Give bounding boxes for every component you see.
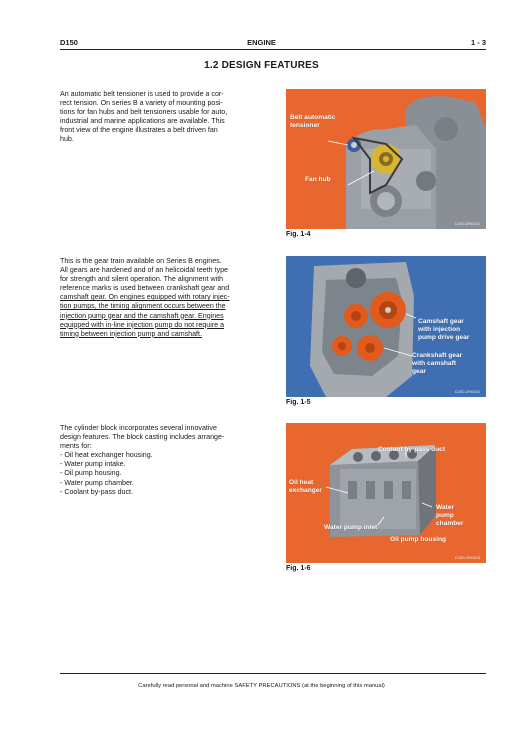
label-fan-hub: Fan hub — [305, 176, 331, 183]
list-item: - Oil heat exchanger housing. — [60, 451, 153, 460]
text-line: tions for fan hubs and belt tensioners usable for auto, — [60, 108, 228, 117]
header-model: D150 — [60, 38, 78, 47]
engine-front-photo — [286, 89, 486, 229]
text-line: tion pumps, the timing alignment occurs between the — [60, 302, 226, 311]
text-line: camshaft gear. On engines equipped with rotary injec- — [60, 293, 230, 302]
photo-code: D150-2R0102 — [455, 389, 480, 394]
label-belt-automatic-tensioner: Belt automatic tensioner — [290, 114, 336, 129]
figure-caption: Fig. 1-4 — [286, 231, 311, 238]
text-line: equipped with in-line injection pump do not require a — [60, 320, 225, 329]
text-line: All gears are hardened and of an helicoidal teeth type — [60, 266, 229, 275]
text-line: design features. The block casting includes arrange- — [60, 433, 225, 442]
paragraph-cylinder-block — [60, 424, 266, 497]
text-line: ments for: — [60, 442, 92, 451]
cylinder-block-photo — [286, 423, 486, 563]
text-line: rect tension. On series B a variety of mounting posi- — [60, 99, 223, 108]
text-line: injection pump gear and the camshaft gear. Engines — [60, 311, 224, 320]
figure-caption: Fig. 1-6 — [286, 565, 311, 572]
label-water-pump-chamber: Water pump chamber — [436, 504, 464, 527]
text-line: industrial and marine applications are available. This — [60, 117, 225, 126]
footer-rule — [60, 673, 486, 674]
header-page-number: 1 - 3 — [470, 38, 486, 47]
paragraph-belt-tensioner — [60, 90, 266, 145]
label-coolant-bypass-duct: Coolant by-pass duct — [378, 446, 446, 453]
header-rule — [60, 49, 486, 50]
label-water-pump-inlet: Water pump inlet — [324, 524, 378, 531]
text-line: reference marks is used between crankshaft gear and — [60, 284, 230, 293]
label-camshaft-gear: Camshaft gear with injection pump drive gear — [418, 318, 470, 341]
footer-note: Carefully read personal and machine SAFETY PRECAUTIONS (at the beginning of this manual) — [138, 683, 385, 689]
list-item: - Oil pump housing. — [60, 469, 122, 478]
text-line: hub. — [60, 135, 74, 144]
page-title: 1.2 DESIGN FEATURES — [204, 60, 319, 71]
photo-code: D150-2R0101 — [455, 221, 480, 226]
header-section: ENGINE — [247, 38, 276, 47]
list-item: - Water pump chamber. — [60, 478, 134, 487]
text-line: front view of the engine illustrates a belt driven fan — [60, 126, 218, 135]
figure-caption: Fig. 1-5 — [286, 399, 311, 406]
text-line: for strength and silent operation. The alignment with — [60, 275, 224, 284]
paragraph-gear-train — [60, 257, 266, 339]
label-crankshaft-gear: Crankshaft gear with camshaft gear — [412, 352, 463, 375]
label-oil-heat-exchanger: Oil heat exchanger — [289, 479, 322, 494]
list-item: - Water pump intake. — [60, 460, 126, 469]
text-line: timing between injection pump and camshaft. — [60, 329, 202, 338]
text-line: An automatic belt tensioner is used to provide a cor- — [60, 90, 224, 98]
label-oil-pump-housing: Oil pump housing — [390, 536, 447, 543]
text-line: This is the gear train available on Series B engines. — [60, 257, 222, 265]
list-item: - Coolant by-pass duct. — [60, 487, 133, 496]
feature-list — [60, 451, 266, 496]
text-line: The cylinder block incorporates several innovative — [60, 424, 217, 432]
photo-code: D150-2R0103 — [455, 555, 480, 560]
gear-train-photo — [286, 256, 486, 397]
